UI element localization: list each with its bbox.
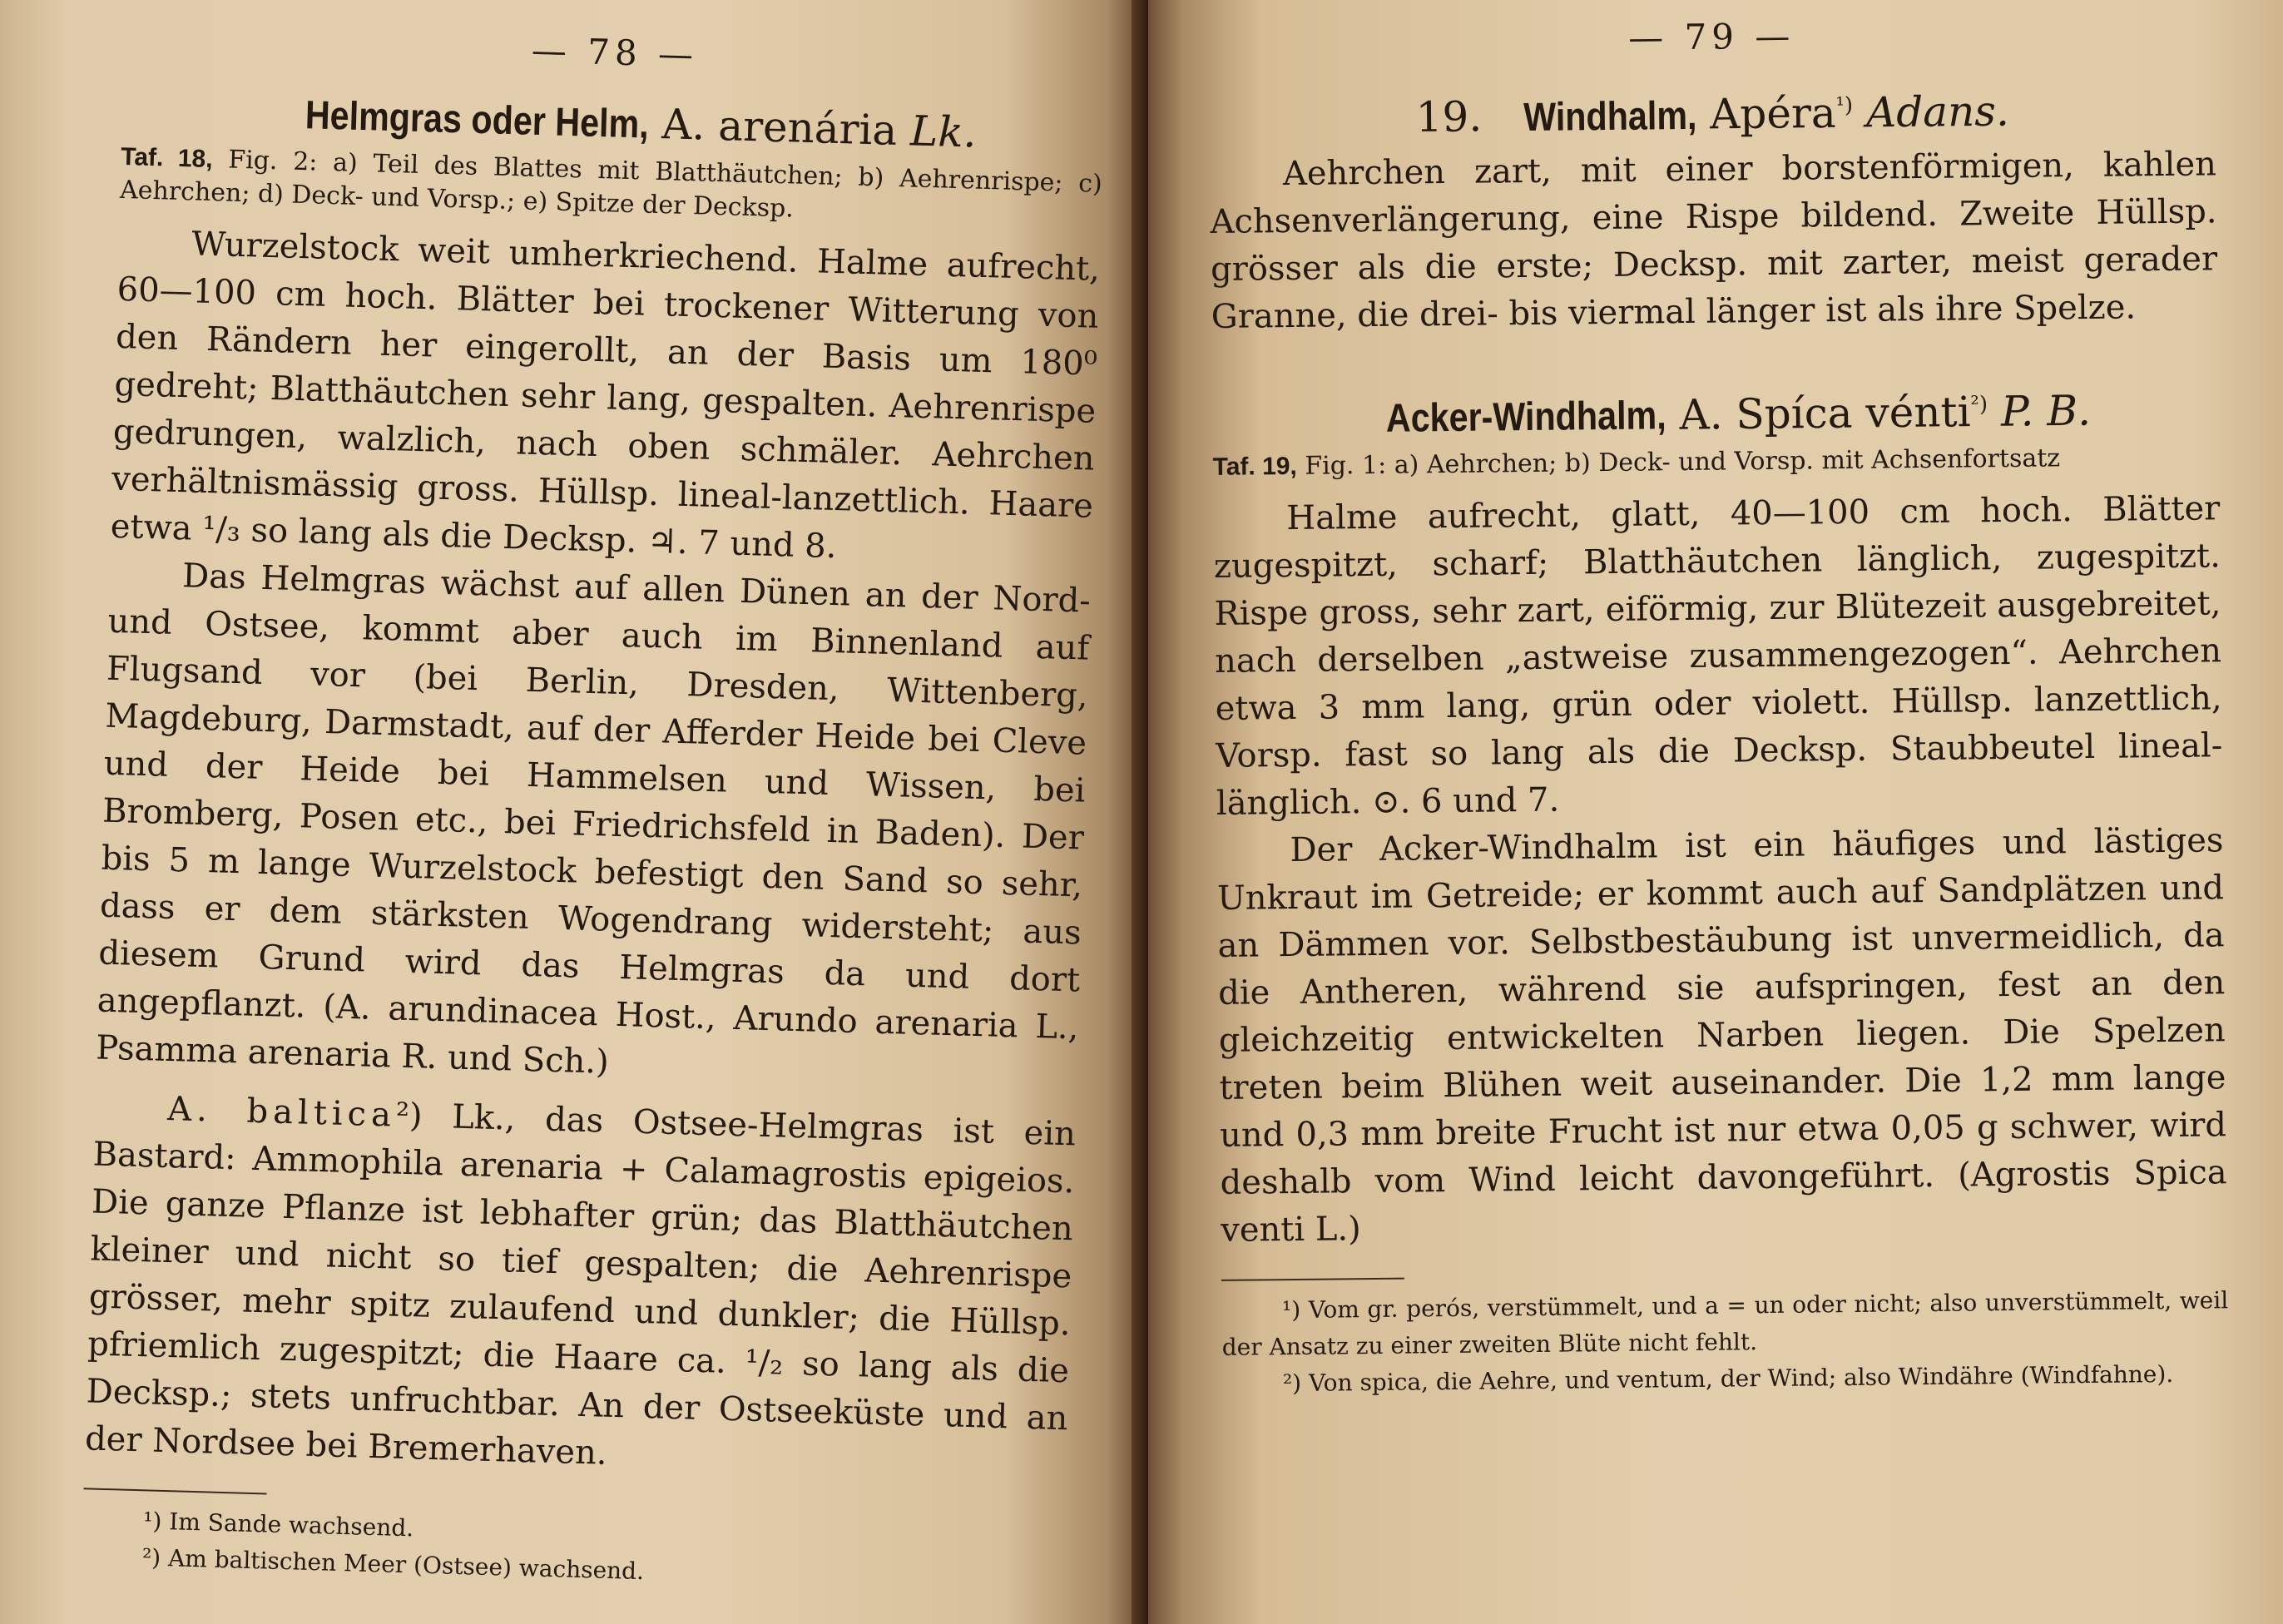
species-latin: A. arenária — [661, 100, 899, 155]
species-author: P. B. — [2000, 386, 2092, 436]
footnote-marker: ²) — [395, 1096, 423, 1136]
footnote: ²) Am baltischen Meer (Ostsee) wachsend. — [141, 1543, 645, 1586]
species-name: Helmgras oder Helm, — [305, 93, 650, 147]
species-latin: A. Spíca vénti — [1679, 387, 1971, 439]
footnote: ²) Von spica, die Aehre, und ventum, der Wind; also Windähre (Windfahne). — [1282, 1360, 2174, 1398]
hybrid-paragraph — [84, 1083, 1076, 1490]
hybrid-text: Lk., das Ostsee-Helmgras ist ein Bastard: Ammophila arenaria + Calamagrostis epigeios. Die ganze Pflanze ist lebhafter grün; das Blatthäutchen kleiner und nicht so tief gespalten; die Aehrenrispe grösser, mehr spitz zulaufend und dunkler; die Hüllsp. pfriemlich zugespitzt; die Haare ca. ¹/₂ so lang als die Decksp.; stets unfruchtbar. An der Ostseeküste und an der Nordsee bei Bremerhaven. — [84, 1097, 1077, 1473]
footnote: ¹) Vom gr. perós, verstümmelt, und a = un oder nicht; also unverstümmelt, weil der Ansatz zu einer zweiten Blüte nicht fehlt. — [1221, 1286, 2229, 1362]
right-page — [1148, 0, 2283, 1624]
right-page-text — [1208, 7, 2229, 1403]
genus-number: 19. — [1415, 92, 1483, 142]
description-paragraph: Wurzelstock weit umherkriechend. Halme aufrecht, 60—100 cm hoch. Blätter bei trockener Witterung von den Rändern her eingerollt, an der Basis um 180⁰ gedreht; Blatthäutchen sehr lang, gespalten. Aehrenrispe gedrungen, walzlich, nach oben schmäler. Aehrchen verhältnismässig gross. Hüllsp. lineal-lanzettlich. Haare etwa ¹/₃ so lang als die Decksp. ♃. 7 und 8. — [110, 225, 1101, 567]
habitat-paragraph: Der Acker-Windhalm ist ein häufiges und lästiges Unkraut im Getreide; er kommt auch auf Sandplätzen und an Dämmen vor. Selbstbestäubung ist unvermeidlich, da die Antheren, während sie aufspringen, fest an den gleichzeitig entwickelten Narben liegen. Die Spelzen treten beim Blühen weit auseinander. Die 1,2 mm lange und 0,3 mm breite Frucht ist nur etwa 0,05 g schwer, wird deshalb vom Wind leicht davongeführt. (Agrostis Spica venti L.) — [1216, 821, 2227, 1250]
footnote-rule — [83, 1488, 266, 1494]
genus-latin: Apéra — [1709, 88, 1836, 139]
species-name: Acker-Windhalm, — [1385, 394, 1666, 442]
species-heading — [1212, 379, 2220, 444]
page-number: — 78 — — [531, 29, 699, 76]
footnote-marker: ¹) — [1835, 92, 1854, 119]
plate-text: Fig. 2: a) Teil des Blattes mit Blatthäutchen; b) Aehrenrispe; c) Aehrchen; d) Deck- und Vorsp.; e) Spitze der Decksp. — [119, 145, 1103, 224]
genus-heading — [1209, 78, 2216, 144]
species-author: Lk. — [909, 106, 978, 157]
footnote-rule — [1221, 1278, 1404, 1281]
plate-label: Taf. 19, — [1212, 453, 1297, 482]
left-page-text — [82, 15, 1107, 1602]
genus-name: Windhalm, — [1523, 93, 1697, 140]
footnote: ¹) Im Sande wachsend. — [142, 1507, 414, 1542]
plate-text: Fig. 1: a) Aehrchen; b) Deck- und Vorsp. mit Achsenfortsatz — [1305, 443, 2061, 482]
plate-reference — [1212, 441, 2219, 485]
hybrid-name: A. baltica — [166, 1089, 397, 1135]
plate-label: Taf. 18, — [120, 142, 214, 174]
habitat-paragraph: Das Helmgras wächst auf allen Dünen an der Nord- und Ostsee, kommt aber auch im Binnenland auf Flugsand vor (bei Berlin, Dresden, Wittenberg, Magdeburg, Darmstadt, auf der Afferder Heide bei Cleve und der Heide bei Hammelsen und Wissen, bei Bromberg, Posen etc., bei Friedrichsfeld in Baden). Der bis 5 m lange Wurzelstock befestigt den Sand so sehr, dass er dem stärksten Wogendrang widersteht; aus diesem Grund wird das Helmgras da und dort angepflanzt. (A. arundinacea Host., Arundo arenaria L., Psamma arenaria R. und Sch.) — [95, 557, 1092, 1082]
footnote-marker: ²) — [1970, 391, 1988, 418]
description-paragraph: Halme aufrecht, glatt, 40—100 cm hoch. Blätter zugespitzt, scharf; Blatthäutchen länglich, zugespitzt. Rispe gross, sehr zart, eiförmig, zur Blütezeit ausgebreitet, nach derselben „astweise zusammengezogen“. Aehrchen etwa 3 mm lang, grün oder violett. Hüllsp. lanzettlich, Vorsp. fast so lang als die Decksp. Staubbeutel lineal-länglich. ⊙. 6 und 7. — [1213, 489, 2223, 824]
genus-description: Aehrchen zart, mit einer borstenförmigen, kahlen Achsenverlängerung, eine Rispe bildend. Zweite Hüllsp. grösser als die erste; Decksp. mit zarter, meist gerader Granne, die drei- bis viermal länger ist als ihre Spelze. — [1210, 144, 2218, 336]
page-number: — 79 — — [1627, 15, 1795, 58]
genus-author: Adans. — [1865, 87, 2010, 137]
